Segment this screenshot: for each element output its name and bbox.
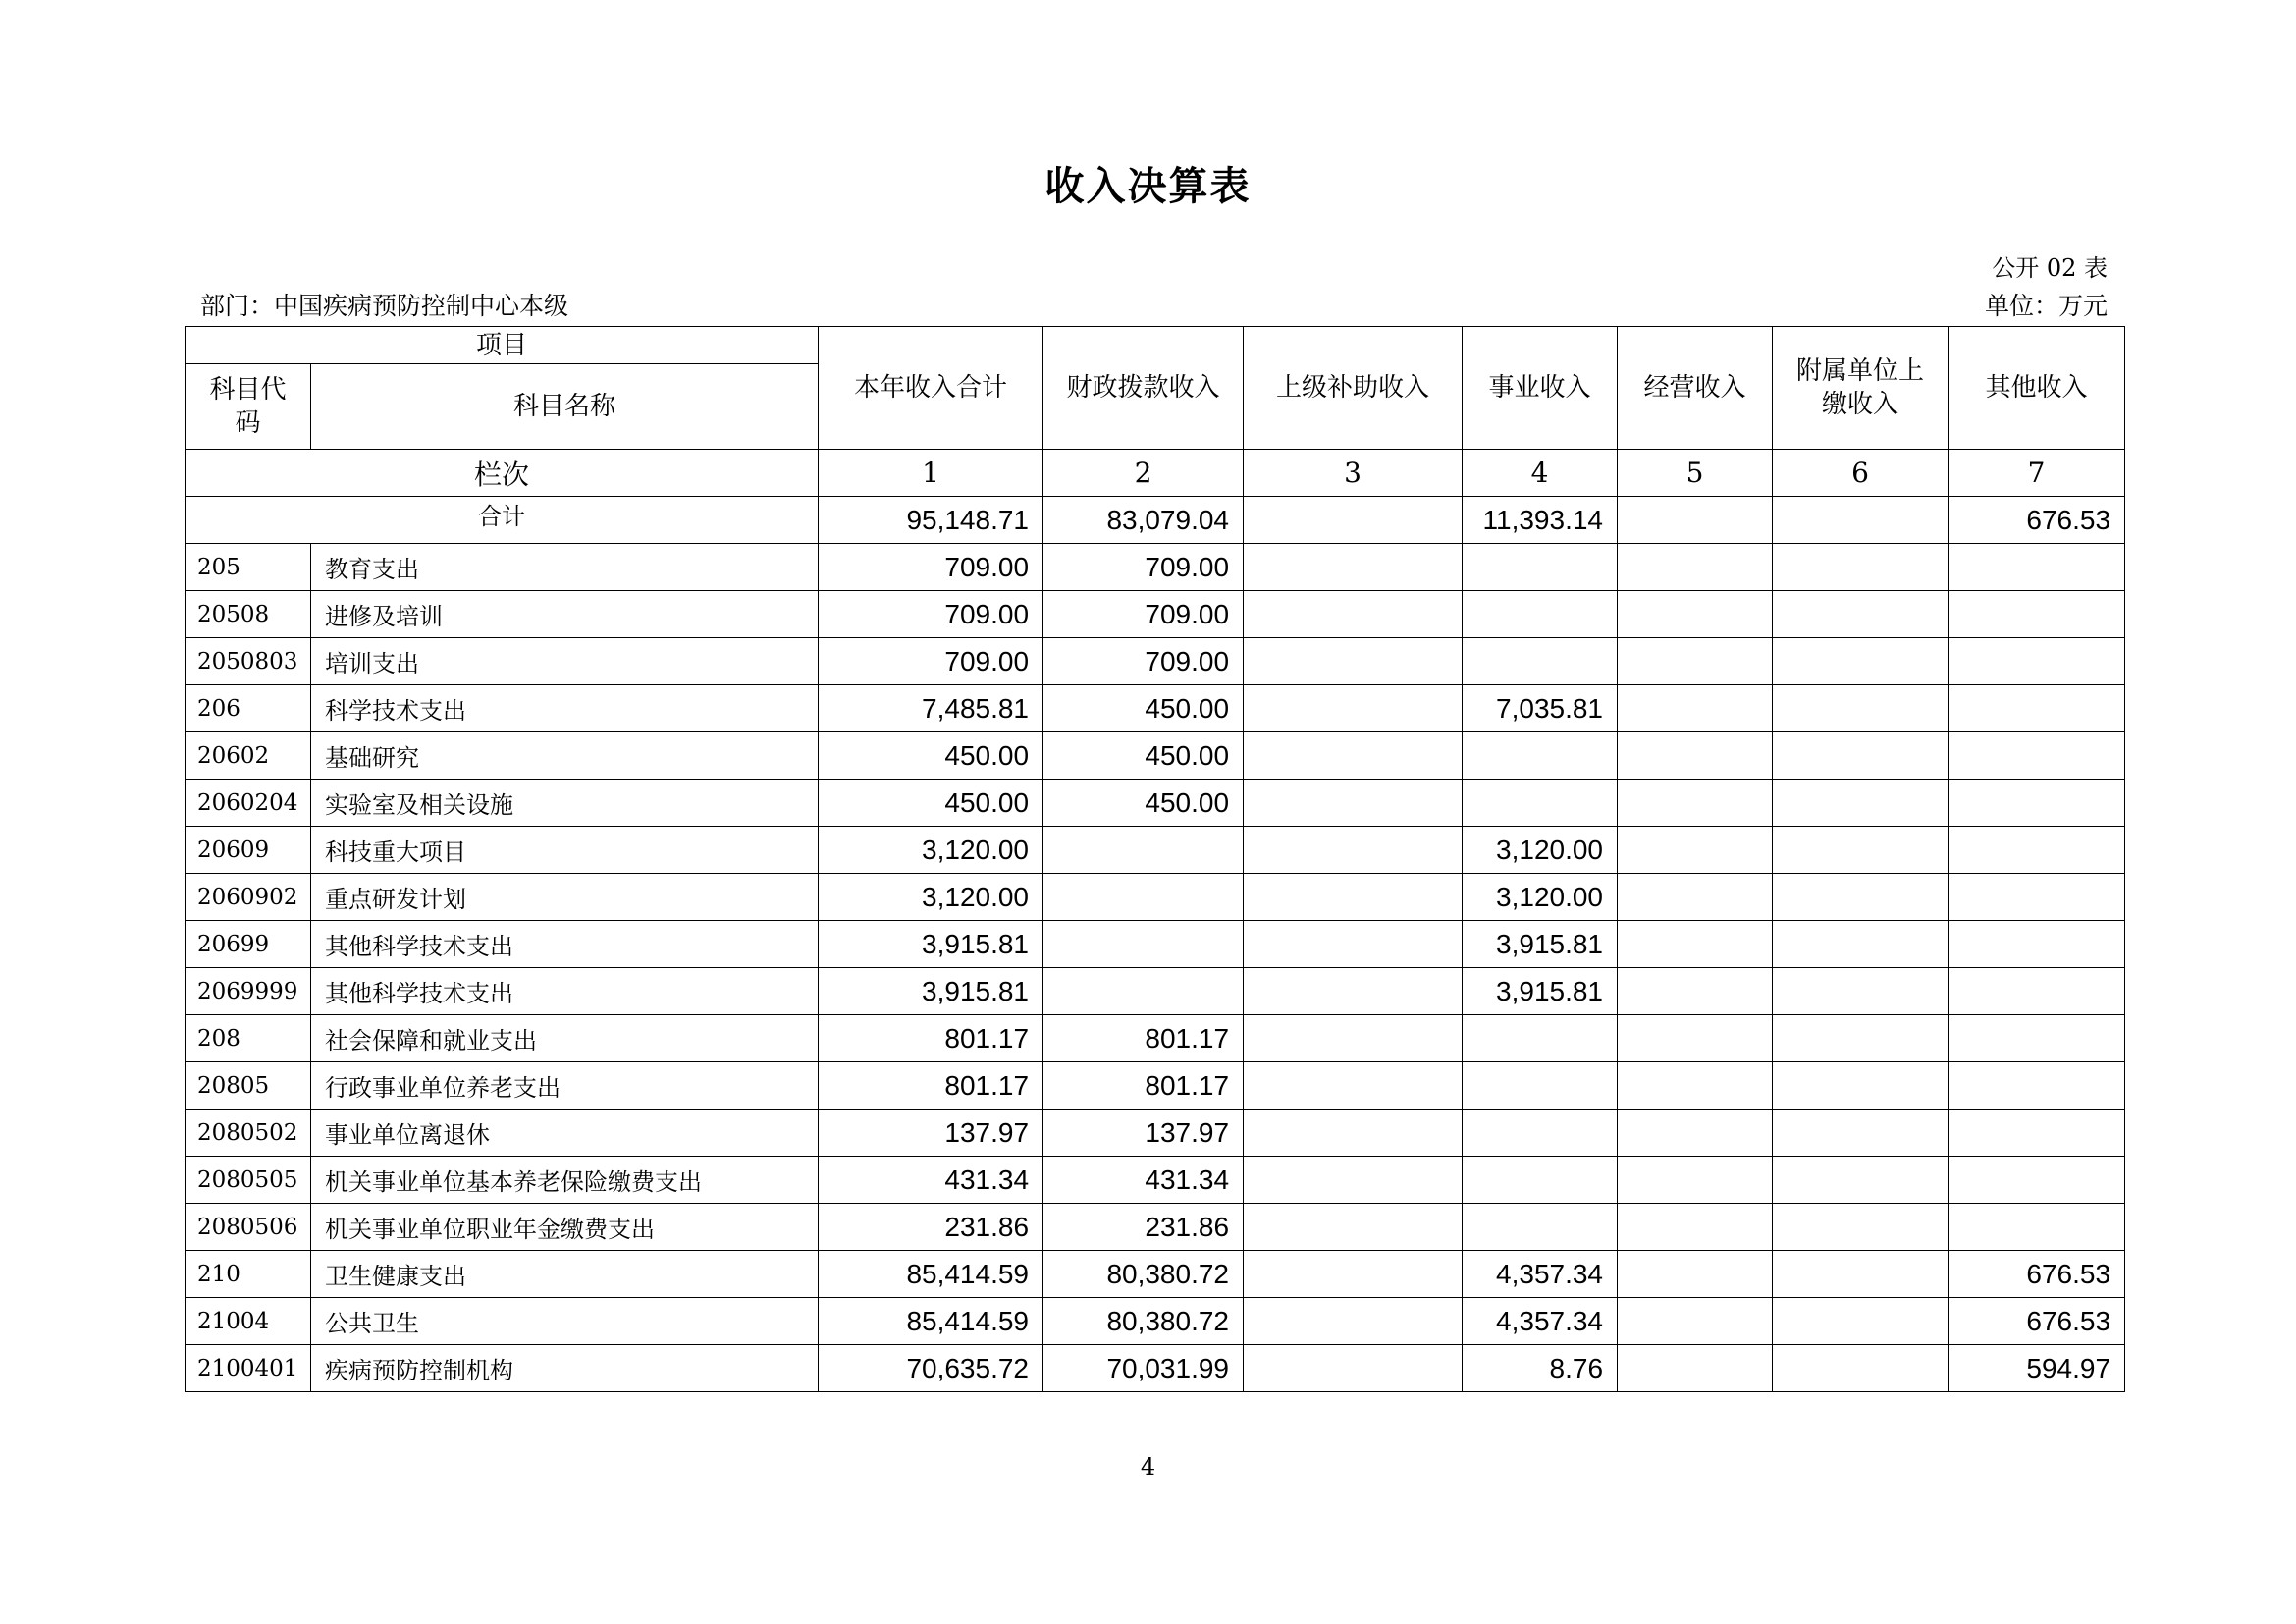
subject-name: 基础研究 <box>311 732 819 780</box>
table-row <box>186 1204 2125 1251</box>
header-col1: 本年收入合计 <box>819 327 1043 450</box>
amount-cell <box>1244 780 1463 827</box>
subject-name: 公共卫生 <box>311 1298 819 1345</box>
total-label: 合计 <box>186 497 819 544</box>
amount-cell <box>1949 1062 2125 1110</box>
header-code: 科目代码 <box>186 364 311 450</box>
subject-code: 2060204 <box>186 780 311 827</box>
amount-cell <box>1618 544 1773 591</box>
amount-cell <box>1463 1157 1618 1204</box>
amount-cell <box>1773 1110 1949 1157</box>
amount-cell: 3,120.00 <box>1463 874 1618 921</box>
amount-cell <box>1244 1251 1463 1298</box>
amount-cell <box>1949 921 2125 968</box>
amount-cell <box>1773 827 1949 874</box>
amount-cell: 3,120.00 <box>819 874 1043 921</box>
subject-code: 20602 <box>186 732 311 780</box>
subject-name: 教育支出 <box>311 544 819 591</box>
amount-cell <box>1949 544 2125 591</box>
amount-cell: 3,915.81 <box>1463 968 1618 1015</box>
amount-cell <box>1244 591 1463 638</box>
amount-cell: 676.53 <box>1949 1251 2125 1298</box>
total-value <box>1618 497 1773 544</box>
amount-cell <box>1463 1110 1618 1157</box>
amount-cell: 801.17 <box>819 1015 1043 1062</box>
amount-cell <box>1244 874 1463 921</box>
column-number: 2 <box>1043 450 1244 497</box>
amount-cell <box>1949 827 2125 874</box>
amount-cell <box>1773 1298 1949 1345</box>
subject-name: 疾病预防控制机构 <box>311 1345 819 1392</box>
amount-cell <box>1949 874 2125 921</box>
department-label: 部门：中国疾病预防控制中心本级 <box>200 292 569 320</box>
amount-cell: 3,915.81 <box>819 968 1043 1015</box>
header-col4: 事业收入 <box>1463 327 1618 450</box>
amount-cell: 450.00 <box>819 780 1043 827</box>
table-row <box>186 732 2125 780</box>
amount-cell <box>1618 874 1773 921</box>
amount-cell: 231.86 <box>819 1204 1043 1251</box>
subject-name: 其他科学技术支出 <box>311 921 819 968</box>
amount-cell <box>1244 1110 1463 1157</box>
amount-cell: 137.97 <box>819 1110 1043 1157</box>
amount-cell <box>1618 968 1773 1015</box>
amount-cell <box>1463 638 1618 685</box>
subject-code: 20699 <box>186 921 311 968</box>
amount-cell: 3,915.81 <box>819 921 1043 968</box>
amount-cell <box>1949 685 2125 732</box>
column-number-label: 栏次 <box>186 450 819 497</box>
amount-cell: 709.00 <box>819 544 1043 591</box>
subject-name: 卫生健康支出 <box>311 1251 819 1298</box>
subject-code: 20805 <box>186 1062 311 1110</box>
amount-cell: 709.00 <box>1043 638 1244 685</box>
amount-cell <box>1043 827 1244 874</box>
total-value: 83,079.04 <box>1043 497 1244 544</box>
amount-cell <box>1618 1110 1773 1157</box>
amount-cell <box>1043 921 1244 968</box>
amount-cell: 7,485.81 <box>819 685 1043 732</box>
amount-cell: 70,031.99 <box>1043 1345 1244 1392</box>
amount-cell <box>1949 1157 2125 1204</box>
amount-cell <box>1618 827 1773 874</box>
subject-code: 2100401 <box>186 1345 311 1392</box>
total-value: 11,393.14 <box>1463 497 1618 544</box>
amount-cell <box>1773 732 1949 780</box>
amount-cell <box>1773 544 1949 591</box>
column-number-row <box>186 450 2125 497</box>
header-col6: 附属单位上缴收入 <box>1773 327 1949 450</box>
table-row <box>186 544 2125 591</box>
amount-cell <box>1949 1204 2125 1251</box>
amount-cell <box>1773 1062 1949 1110</box>
amount-cell <box>1618 1298 1773 1345</box>
amount-cell: 80,380.72 <box>1043 1251 1244 1298</box>
amount-cell <box>1618 638 1773 685</box>
subject-name: 其他科学技术支出 <box>311 968 819 1015</box>
amount-cell: 709.00 <box>819 591 1043 638</box>
amount-cell <box>1773 1251 1949 1298</box>
subject-code: 2080505 <box>186 1157 311 1204</box>
amount-cell: 3,915.81 <box>1463 921 1618 968</box>
amount-cell <box>1773 1204 1949 1251</box>
page-title: 收入决算表 <box>1044 164 1252 209</box>
header-project: 项目 <box>186 327 819 364</box>
column-number: 3 <box>1244 450 1463 497</box>
amount-cell: 431.34 <box>1043 1157 1244 1204</box>
subject-name: 进修及培训 <box>311 591 819 638</box>
amount-cell <box>1618 1015 1773 1062</box>
amount-cell: 4,357.34 <box>1463 1251 1618 1298</box>
subject-code: 2080506 <box>186 1204 311 1251</box>
table-row <box>186 1015 2125 1062</box>
subject-name: 培训支出 <box>311 638 819 685</box>
amount-cell <box>1244 968 1463 1015</box>
amount-cell <box>1949 1015 2125 1062</box>
amount-cell <box>1244 1298 1463 1345</box>
subject-name: 行政事业单位养老支出 <box>311 1062 819 1110</box>
amount-cell: 80,380.72 <box>1043 1298 1244 1345</box>
subject-code: 205 <box>186 544 311 591</box>
table-row <box>186 638 2125 685</box>
amount-cell <box>1618 732 1773 780</box>
amount-cell <box>1949 968 2125 1015</box>
total-row <box>186 497 2125 544</box>
amount-cell: 450.00 <box>1043 685 1244 732</box>
amount-cell <box>1463 1015 1618 1062</box>
subject-name: 社会保障和就业支出 <box>311 1015 819 1062</box>
amount-cell <box>1773 921 1949 968</box>
amount-cell <box>1244 1204 1463 1251</box>
page-number: 4 <box>1140 1453 1156 1481</box>
amount-cell: 801.17 <box>1043 1015 1244 1062</box>
amount-cell <box>1773 968 1949 1015</box>
subject-name: 实验室及相关设施 <box>311 780 819 827</box>
amount-cell <box>1244 1062 1463 1110</box>
column-number: 7 <box>1949 450 2125 497</box>
subject-name: 机关事业单位基本养老保险缴费支出 <box>311 1157 819 1204</box>
amount-cell <box>1244 921 1463 968</box>
amount-cell: 709.00 <box>1043 591 1244 638</box>
subject-code: 2080502 <box>186 1110 311 1157</box>
amount-cell <box>1949 780 2125 827</box>
amount-cell <box>1773 874 1949 921</box>
amount-cell <box>1463 780 1618 827</box>
header-col3: 上级补助收入 <box>1244 327 1463 450</box>
amount-cell <box>1618 1251 1773 1298</box>
subject-code: 208 <box>186 1015 311 1062</box>
subject-name: 重点研发计划 <box>311 874 819 921</box>
subject-name: 科学技术支出 <box>311 685 819 732</box>
amount-cell <box>1244 1157 1463 1204</box>
subject-name: 事业单位离退休 <box>311 1110 819 1157</box>
amount-cell <box>1244 827 1463 874</box>
column-number: 5 <box>1618 450 1773 497</box>
amount-cell: 676.53 <box>1949 1298 2125 1345</box>
amount-cell <box>1463 1062 1618 1110</box>
amount-cell: 709.00 <box>819 638 1043 685</box>
amount-cell <box>1618 1345 1773 1392</box>
subject-code: 210 <box>186 1251 311 1298</box>
amount-cell <box>1949 732 2125 780</box>
amount-cell: 3,120.00 <box>819 827 1043 874</box>
header-col5: 经营收入 <box>1618 327 1773 450</box>
total-value <box>1244 497 1463 544</box>
table-row <box>186 591 2125 638</box>
total-value: 676.53 <box>1949 497 2125 544</box>
amount-cell <box>1618 921 1773 968</box>
subject-code: 20609 <box>186 827 311 874</box>
table-row <box>186 780 2125 827</box>
amount-cell: 3,120.00 <box>1463 827 1618 874</box>
amount-cell: 450.00 <box>1043 732 1244 780</box>
table-row <box>186 921 2125 968</box>
header-col7: 其他收入 <box>1949 327 2125 450</box>
header-name: 科目名称 <box>311 364 819 450</box>
table-row <box>186 685 2125 732</box>
subject-name: 机关事业单位职业年金缴费支出 <box>311 1204 819 1251</box>
subject-name: 科技重大项目 <box>311 827 819 874</box>
total-value <box>1773 497 1949 544</box>
unit-label: 单位：万元 <box>1984 292 2108 320</box>
amount-cell: 231.86 <box>1043 1204 1244 1251</box>
subject-code: 21004 <box>186 1298 311 1345</box>
table-row <box>186 1157 2125 1204</box>
amount-cell: 709.00 <box>1043 544 1244 591</box>
amount-cell <box>1043 874 1244 921</box>
amount-cell <box>1773 591 1949 638</box>
amount-cell: 85,414.59 <box>819 1298 1043 1345</box>
amount-cell <box>1244 638 1463 685</box>
amount-cell <box>1618 591 1773 638</box>
amount-cell <box>1463 732 1618 780</box>
subject-code: 2050803 <box>186 638 311 685</box>
amount-cell <box>1463 544 1618 591</box>
amount-cell <box>1773 685 1949 732</box>
amount-cell <box>1773 1345 1949 1392</box>
subject-code: 2069999 <box>186 968 311 1015</box>
subject-code: 206 <box>186 685 311 732</box>
table-row <box>186 1251 2125 1298</box>
amount-cell: 450.00 <box>1043 780 1244 827</box>
total-value: 95,148.71 <box>819 497 1043 544</box>
column-number: 6 <box>1773 450 1949 497</box>
amount-cell <box>1244 544 1463 591</box>
amount-cell <box>1618 685 1773 732</box>
amount-cell <box>1463 1204 1618 1251</box>
amount-cell: 801.17 <box>1043 1062 1244 1110</box>
amount-cell <box>1244 1015 1463 1062</box>
table-row <box>186 968 2125 1015</box>
table-row <box>186 874 2125 921</box>
column-number: 4 <box>1463 450 1618 497</box>
table-row <box>186 1345 2125 1392</box>
amount-cell <box>1463 591 1618 638</box>
amount-cell <box>1244 732 1463 780</box>
amount-cell <box>1618 1062 1773 1110</box>
amount-cell: 4,357.34 <box>1463 1298 1618 1345</box>
amount-cell <box>1949 1110 2125 1157</box>
amount-cell: 450.00 <box>819 732 1043 780</box>
amount-cell <box>1618 1204 1773 1251</box>
amount-cell: 70,635.72 <box>819 1345 1043 1392</box>
column-number: 1 <box>819 450 1043 497</box>
amount-cell <box>1618 1157 1773 1204</box>
income-table <box>185 326 2125 1392</box>
amount-cell <box>1618 780 1773 827</box>
amount-cell <box>1043 968 1244 1015</box>
amount-cell: 431.34 <box>819 1157 1043 1204</box>
amount-cell: 801.17 <box>819 1062 1043 1110</box>
amount-cell: 594.97 <box>1949 1345 2125 1392</box>
table-row <box>186 1298 2125 1345</box>
amount-cell <box>1773 1157 1949 1204</box>
amount-cell: 85,414.59 <box>819 1251 1043 1298</box>
amount-cell: 8.76 <box>1463 1345 1618 1392</box>
subject-code: 20508 <box>186 591 311 638</box>
amount-cell: 137.97 <box>1043 1110 1244 1157</box>
table-row <box>186 827 2125 874</box>
amount-cell <box>1773 1015 1949 1062</box>
form-number: 公开 02 表 <box>1992 254 2108 282</box>
amount-cell <box>1949 638 2125 685</box>
header-col2: 财政拨款收入 <box>1043 327 1244 450</box>
table-row <box>186 1062 2125 1110</box>
amount-cell <box>1244 685 1463 732</box>
amount-cell <box>1244 1345 1463 1392</box>
amount-cell <box>1773 638 1949 685</box>
subject-code: 2060902 <box>186 874 311 921</box>
amount-cell <box>1773 780 1949 827</box>
amount-cell: 7,035.81 <box>1463 685 1618 732</box>
amount-cell <box>1949 591 2125 638</box>
table-row <box>186 1110 2125 1157</box>
